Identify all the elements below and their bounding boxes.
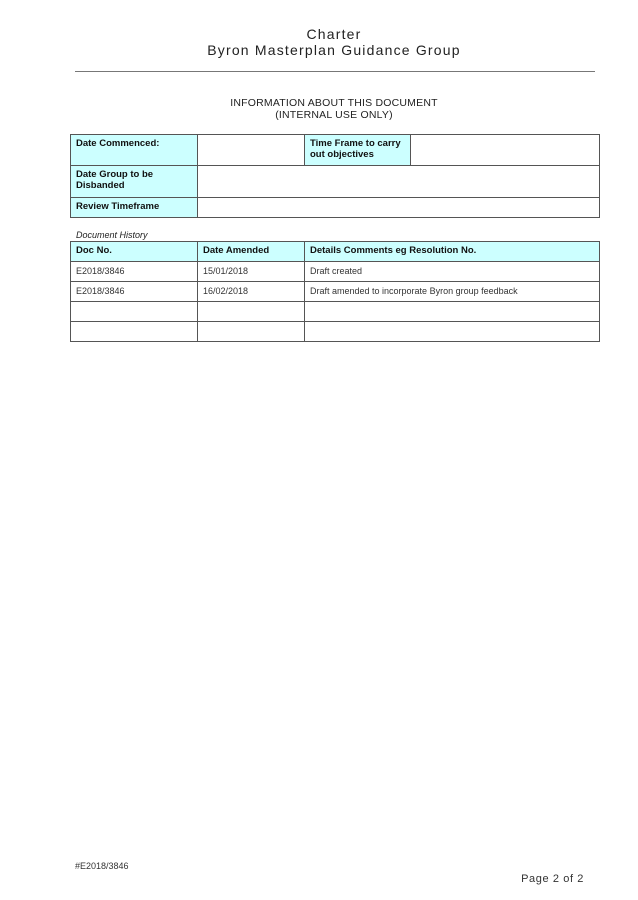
date-disbanded-value: [198, 166, 600, 198]
document-info-table: [70, 134, 600, 218]
info-row: [71, 135, 600, 166]
time-frame-value: [411, 135, 600, 166]
review-timeframe-value: [198, 198, 600, 218]
column-header-date-amended: Date Amended: [198, 242, 305, 262]
history-caption: Document History: [76, 230, 148, 240]
date-amended-cell: 16/02/2018: [198, 282, 305, 302]
date-amended-cell: 15/01/2018: [198, 262, 305, 282]
doc-no-cell: [71, 322, 198, 342]
date-amended-cell: [198, 302, 305, 322]
date-disbanded-label: Date Group to be Disbanded: [71, 166, 198, 198]
time-frame-label: Time Frame to carry out objectives: [305, 135, 411, 166]
table-row: [71, 262, 600, 282]
document-title: Charter: [306, 26, 362, 42]
info-row: [71, 166, 600, 198]
table-row: [71, 282, 600, 302]
header-divider: [75, 71, 595, 72]
table-row: [71, 302, 600, 322]
footer-doc-ref: #E2018/3846: [75, 861, 129, 871]
document-history-table: [70, 241, 600, 342]
date-amended-cell: [198, 322, 305, 342]
column-header-doc-no: Doc No.: [71, 242, 198, 262]
date-commenced-value: [198, 135, 305, 166]
review-timeframe-label: Review Timeframe: [71, 198, 198, 218]
date-commenced-label: Date Commenced:: [71, 135, 198, 166]
history-header-row: [71, 242, 600, 262]
doc-no-cell: [71, 302, 198, 322]
table-row: [71, 322, 600, 342]
column-header-details: Details Comments eg Resolution No.: [305, 242, 600, 262]
details-cell: [305, 322, 600, 342]
info-heading: INFORMATION ABOUT THIS DOCUMENT: [230, 97, 438, 109]
page-number: Page 2 of 2: [521, 873, 584, 885]
doc-no-cell: E2018/3846: [71, 282, 198, 302]
doc-no-cell: E2018/3846: [71, 262, 198, 282]
info-subheading: (INTERNAL USE ONLY): [275, 109, 393, 121]
info-row: [71, 198, 600, 218]
details-cell: [305, 302, 600, 322]
details-cell: Draft created: [305, 262, 600, 282]
details-cell: Draft amended to incorporate Byron group feedback: [305, 282, 600, 302]
document-subtitle: Byron Masterplan Guidance Group: [207, 42, 461, 58]
